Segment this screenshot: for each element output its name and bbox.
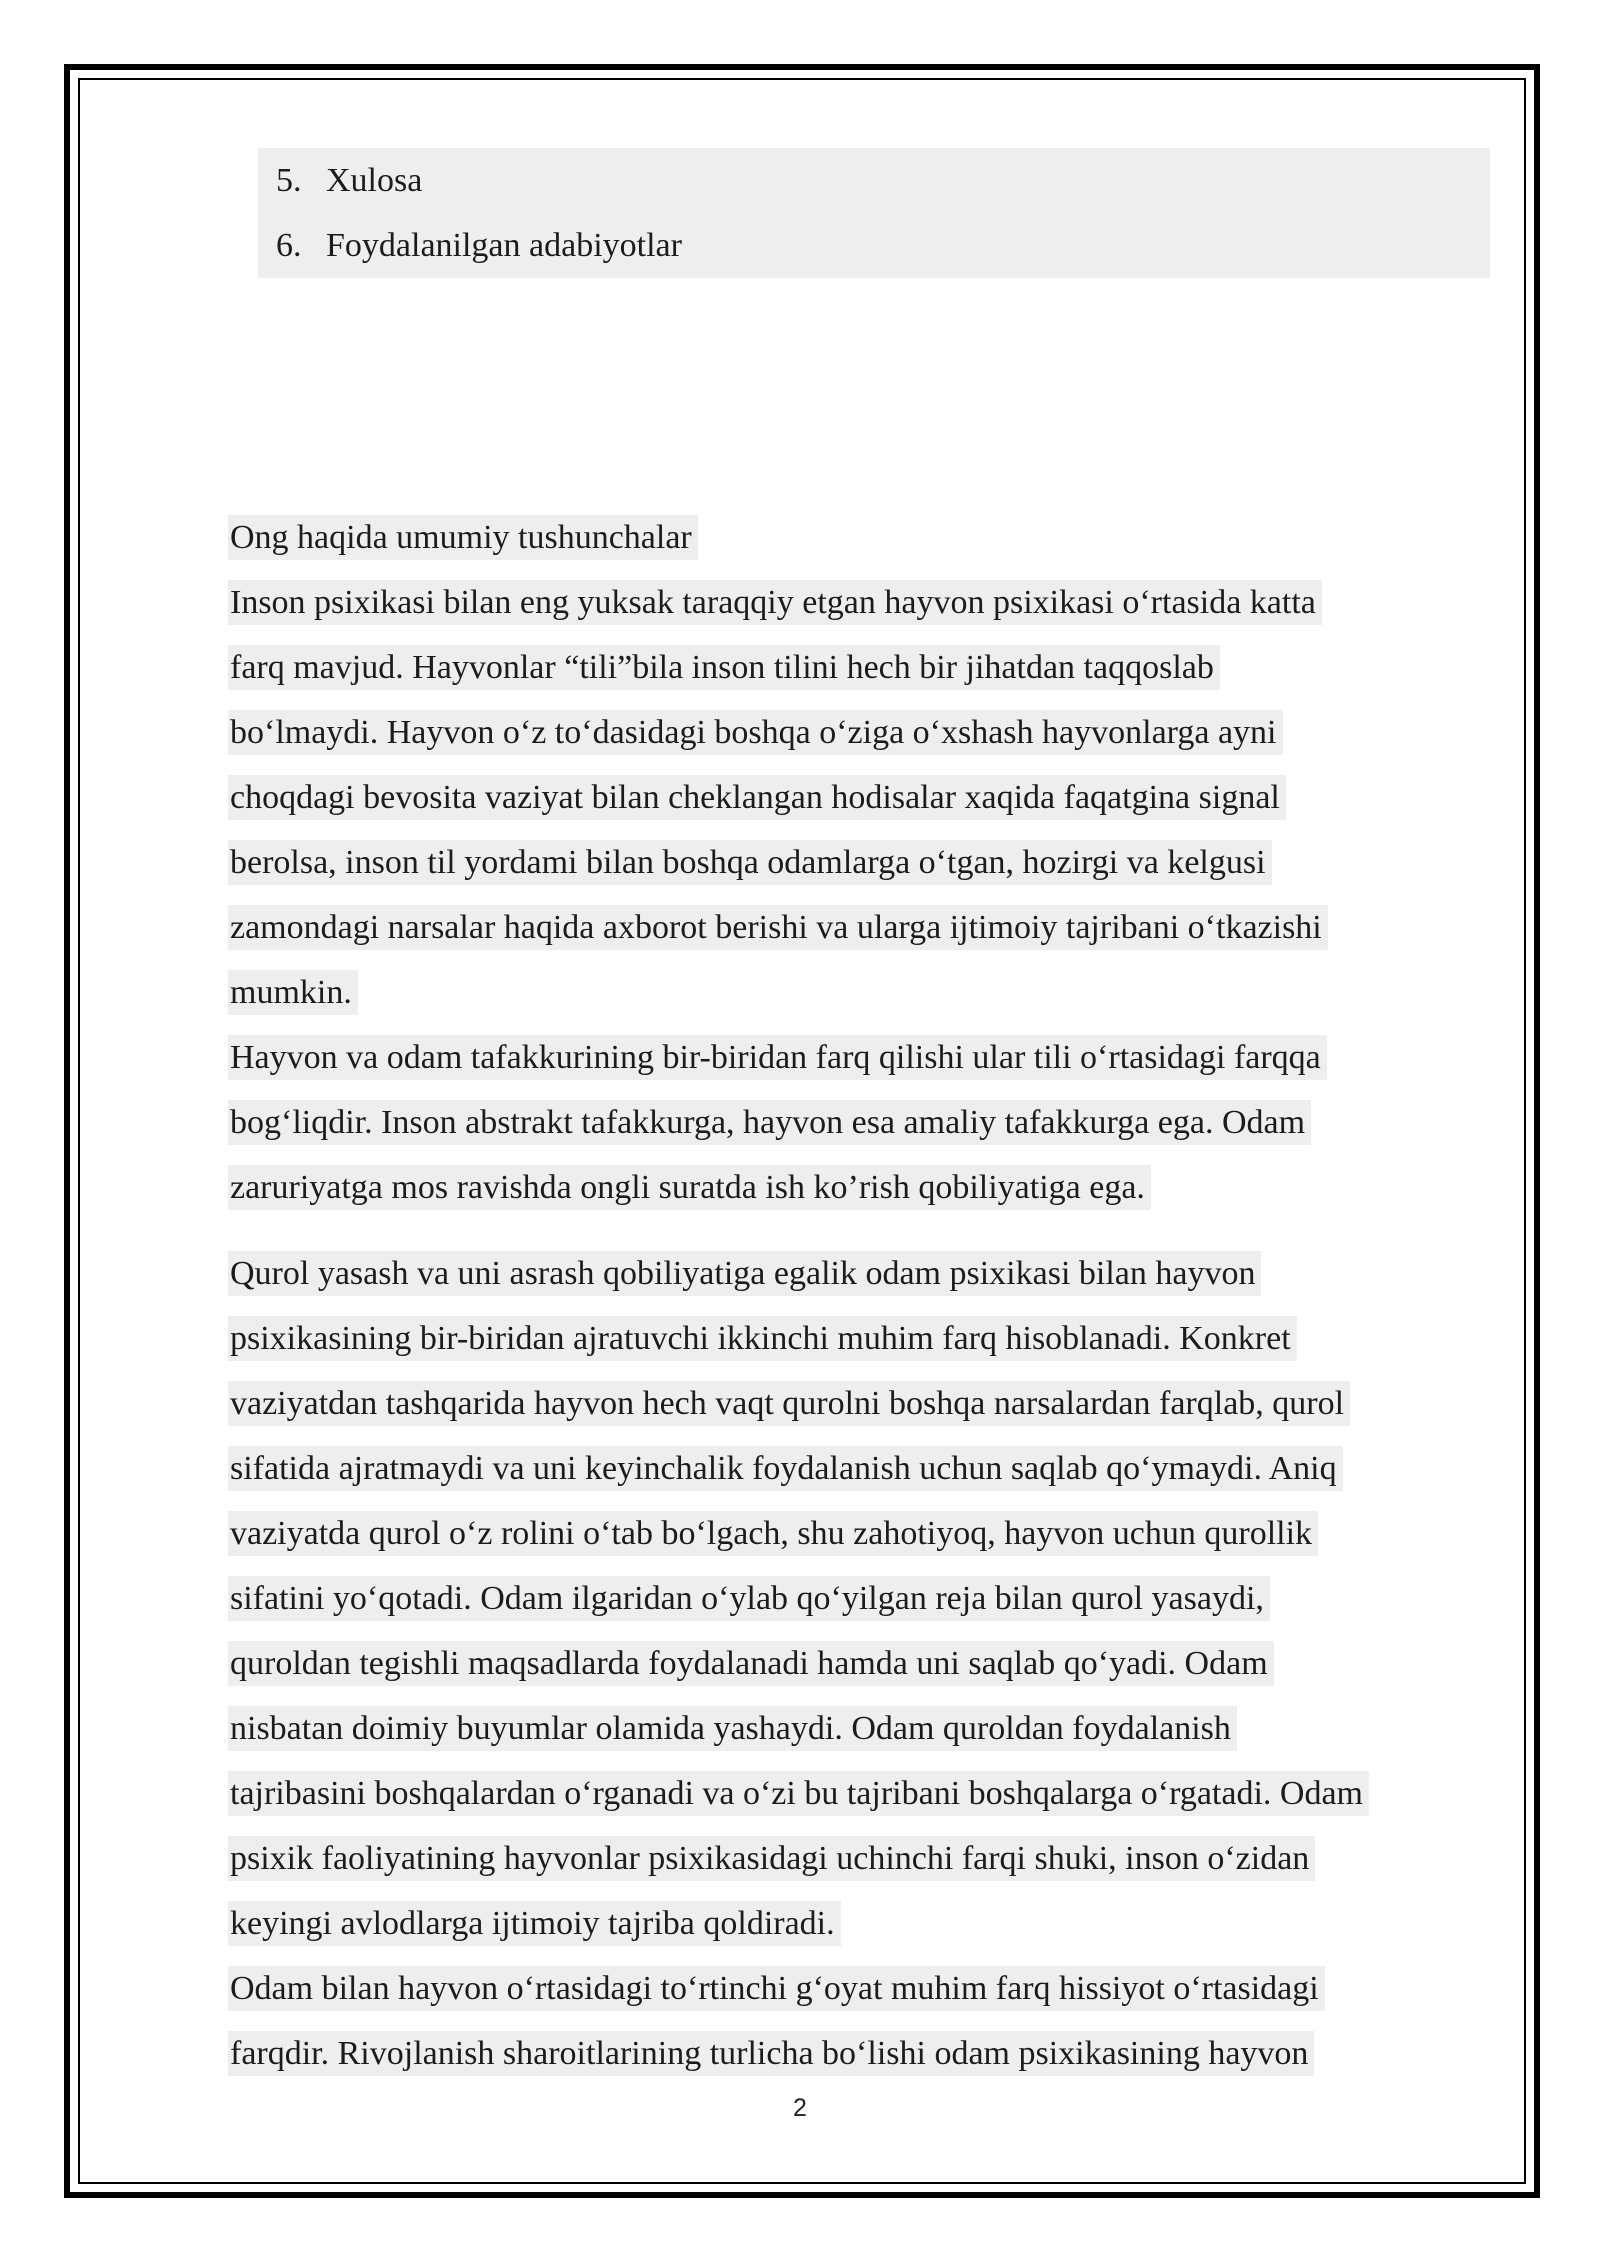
toc-item: [258, 213, 1490, 278]
text-line: [228, 1826, 1528, 1891]
text-line-content: Qurol yasash va uni asrash qobiliyatiga egalik odam psixikasi bilan hayvon: [228, 1251, 1261, 1296]
text-line-content: farq mavjud. Hayvonlar “tili”bila inson tilini hech bir jihatdan taqqoslab: [228, 645, 1220, 690]
paragraph: [228, 570, 1528, 1025]
text-line-content: sifatini yo‘qotadi. Odam ilgaridan o‘ylab qo‘yilgan reja bilan qurol yasaydi,: [228, 1576, 1270, 1621]
text-line-content: zaruriyatga mos ravishda ongli suratda ish ko’rish qobiliyatiga ega.: [228, 1165, 1151, 1210]
text-line-content: Hayvon va odam tafakkurining bir-biridan farq qilishi ular tili o‘rtasidagi farqqa: [228, 1035, 1327, 1080]
text-line-content: Inson psixikasi bilan eng yuksak taraqqiy etgan hayvon psixikasi o‘rtasida katta: [228, 580, 1322, 625]
toc-item-number: 5.: [276, 162, 302, 199]
text-line: [228, 830, 1528, 895]
section-heading: Ong haqida umumiy tushunchalar: [228, 515, 698, 560]
text-line: [228, 1631, 1528, 1696]
text-line-content: bo‘lmaydi. Hayvon o‘z to‘dasidagi boshqa o‘ziga o‘xshash hayvonlarga ayni: [228, 710, 1283, 755]
page-number: 2: [793, 2094, 807, 2122]
text-line: [228, 635, 1528, 700]
paragraph: [228, 1241, 1528, 1956]
text-line-content: berolsa, inson til yordami bilan boshqa odamlarga o‘tgan, hozirgi va kelgusi: [228, 840, 1272, 885]
text-line-content: tajribasini boshqalardan o‘rganadi va o‘zi bu tajribani boshqalarga o‘rgatadi. Odam: [228, 1771, 1369, 1816]
text-line: [228, 1436, 1528, 1501]
text-line: [228, 1155, 1528, 1220]
text-line-content: keyingi avlodlarga ijtimoiy tajriba qoldiradi.: [228, 1901, 841, 1946]
text-line-content: psixik faoliyatining hayvonlar psixikasidagi uchinchi farqi shuki, inson o‘zidan: [228, 1836, 1315, 1881]
toc-item-label: Xulosa: [326, 162, 423, 199]
text-line-content: psixikasining bir-biridan ajratuvchi ikkinchi muhim farq hisoblanadi. Konkret: [228, 1316, 1297, 1361]
text-line-content: zamondagi narsalar haqida axborot berishi va ularga ijtimoiy tajribani o‘tkazishi: [228, 905, 1328, 950]
toc-item: [258, 148, 1490, 213]
document-body: [228, 505, 1528, 2086]
text-line: [228, 1501, 1528, 1566]
text-line: [228, 960, 1528, 1025]
text-line-content: vaziyatdan tashqarida hayvon hech vaqt qurolni boshqa narsalardan farqlab, qurol: [228, 1381, 1350, 1426]
text-line-content: nisbatan doimiy buyumlar olamida yashaydi. Odam quroldan foydalanish: [228, 1706, 1237, 1751]
text-line-content: sifatida ajratmaydi va uni keyinchalik foydalanish uchun saqlab qo‘ymaydi. Aniq: [228, 1446, 1343, 1491]
text-line: [228, 1025, 1528, 1090]
text-line-content: vaziyatda qurol o‘z rolini o‘tab bo‘lgach, shu zahotiyoq, hayvon uchun qurollik: [228, 1511, 1318, 1556]
toc-item-number: 6.: [276, 227, 302, 264]
text-line-content: quroldan tegishli maqsadlarda foydalanadi hamda uni saqlab qo‘yadi. Odam: [228, 1641, 1274, 1686]
text-line-content: bog‘liqdir. Inson abstrakt tafakkurga, hayvon esa amaliy tafakkurga ega. Odam: [228, 1100, 1311, 1145]
text-line: [228, 570, 1528, 635]
text-line: [228, 700, 1528, 765]
text-line: [228, 1956, 1528, 2021]
text-line: [228, 765, 1528, 830]
text-line: [228, 1566, 1528, 1631]
paragraph-gap: [228, 1220, 1528, 1241]
paragraph: [228, 1025, 1528, 1220]
text-line-content: mumkin.: [228, 970, 358, 1015]
text-line: [228, 1891, 1528, 1956]
section-heading-line: [228, 505, 1528, 570]
text-line: [228, 2021, 1528, 2086]
text-line: [228, 895, 1528, 960]
text-line: [228, 1371, 1528, 1436]
toc-item-label: Foydalanilgan adabiyotlar: [326, 227, 682, 264]
table-of-contents: [258, 148, 1490, 278]
text-line-content: choqdagi bevosita vaziyat bilan cheklangan hodisalar xaqida faqatgina signal: [228, 775, 1286, 820]
text-line: [228, 1241, 1528, 1306]
text-line: [228, 1696, 1528, 1761]
text-line-content: farqdir. Rivojlanish sharoitlarining turlicha bo‘lishi odam psixikasining hayvon: [228, 2031, 1314, 2076]
text-line: [228, 1090, 1528, 1155]
paragraph: [228, 1956, 1528, 2086]
text-line: [228, 1306, 1528, 1371]
text-line: [228, 1761, 1528, 1826]
text-line-content: Odam bilan hayvon o‘rtasidagi to‘rtinchi g‘oyat muhim farq hissiyot o‘rtasidagi: [228, 1966, 1325, 2011]
